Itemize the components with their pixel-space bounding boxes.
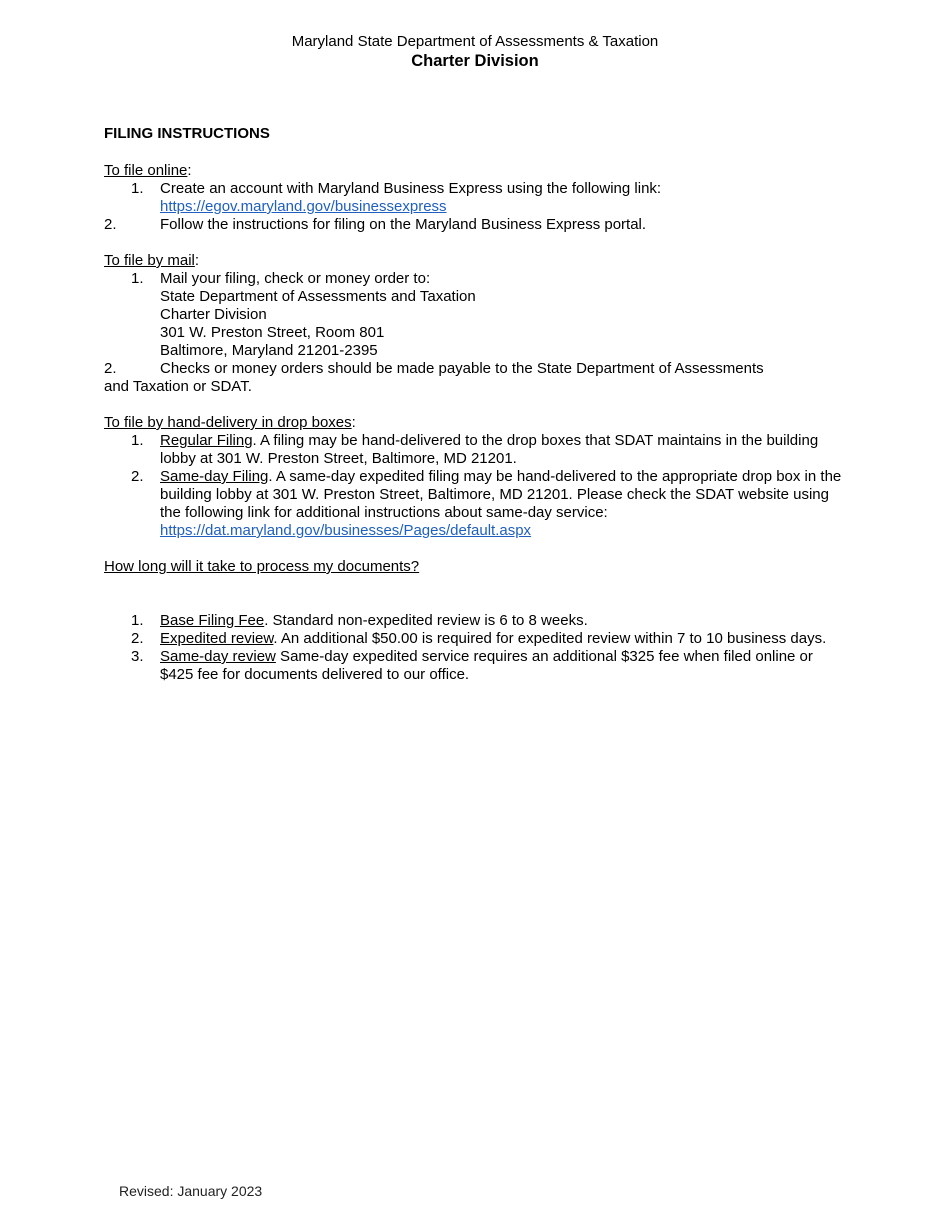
address-line-3: 301 W. Preston Street, Room 801 — [160, 324, 385, 341]
same-day-review-label: Same-day review — [160, 648, 276, 665]
mail-item-2: 2. Checks or money orders should be made payable to the State Department of Assessments — [104, 360, 849, 378]
document-body — [104, 125, 849, 684]
online-item-1: 1. Create an account with Maryland Business Express using the following link: https://egov.maryland.gov/businessexpress — [104, 180, 849, 216]
address-line-2: Charter Division — [160, 306, 267, 323]
regular-filing-text: . A filing may be hand-delivered to the drop boxes that SDAT maintains in the building lobby at 301 W. Preston Street, Baltimore, MD 21201. — [160, 432, 819, 467]
page-title: FILING INSTRUCTIONS — [104, 125, 270, 142]
regular-filing-label: Regular Filing — [160, 432, 253, 449]
document-header — [0, 33, 950, 71]
processing-item-2: 2. Expedited review. An additional $50.00 is required for expedited review within 7 to 10 business days. — [131, 630, 827, 647]
base-filing-fee-label: Base Filing Fee — [160, 612, 265, 629]
processing-section-heading: How long will it take to process my documents? — [104, 558, 420, 575]
online-item-1-text: Create an account with Maryland Business Express using the following link: — [160, 180, 662, 197]
mail-item-1: 1. Mail your filing, check or money order to: State Department of Assessments and Taxation Charter Division 301 W. Preston Street, Room 801 Baltimore, Maryland 21201-2395 — [104, 270, 849, 360]
mail-item-1-text: Mail your filing, check or money order to: — [160, 270, 431, 287]
same-day-filing-label: Same-day Filing — [160, 468, 269, 485]
online-item-2-text: Follow the instructions for filing on the Maryland Business Express portal. — [160, 216, 647, 233]
dropbox-item-1: 1. Regular Filing. A filing may be hand-delivered to the drop boxes that SDAT maintains in the building lobby at 301 W. Preston Street, Baltimore, MD 21201. — [131, 432, 819, 467]
dropbox-item-2: 2. Same-day Filing. A same-day expedited filing may be hand-delivered to the appropriate drop box in the building lobby at 301 W. Preston Street, Baltimore, MD 21201. Please check the SDAT website using the following link for additional instructions about same-day service: https://dat.maryland.gov/businesses/Pages/default.aspx — [131, 468, 842, 539]
online-section-heading: To file online: — [104, 162, 192, 179]
sdat-businesses-link[interactable]: https://dat.maryland.gov/businesses/Pages/default.aspx — [160, 522, 532, 539]
processing-item-1: 1. Base Filing Fee. Standard non-expedited review is 6 to 8 weeks. — [131, 612, 588, 629]
division-name: Charter Division — [411, 52, 539, 70]
revision-date: Revised: January 2023 — [119, 1183, 263, 1199]
online-item-2: 2. Follow the instructions for filing on the Maryland Business Express portal. — [104, 216, 849, 234]
address-line-1: State Department of Assessments and Taxation — [160, 288, 476, 305]
mail-item-2-text: Checks or money orders should be made payable to the State Department of Assessments — [160, 360, 764, 377]
dropbox-section-heading: To file by hand-delivery in drop boxes: — [104, 414, 356, 431]
agency-name: Maryland State Department of Assessments & Taxation — [291, 33, 659, 50]
processing-item-3: 3. Same-day review Same-day expedited service requires an additional $325 fee when filed online or $425 fee for documents delivered to our office. — [131, 648, 813, 683]
mail-item-2-continued: and Taxation or SDAT. — [104, 378, 252, 395]
expedited-review-label: Expedited review — [160, 630, 274, 647]
same-day-filing-text: . A same-day expedited filing may be hand-delivered to the appropriate drop box in the building lobby at 301 W. Preston Street, Baltimore, MD 21201. Please check the SDAT website using the following link for additional instructions about same-day service: — [160, 468, 842, 521]
business-express-link[interactable]: https://egov.maryland.gov/businessexpress — [160, 198, 447, 215]
mail-section-heading: To file by mail: — [104, 252, 200, 269]
address-line-4: Baltimore, Maryland 21201-2395 — [160, 342, 378, 359]
